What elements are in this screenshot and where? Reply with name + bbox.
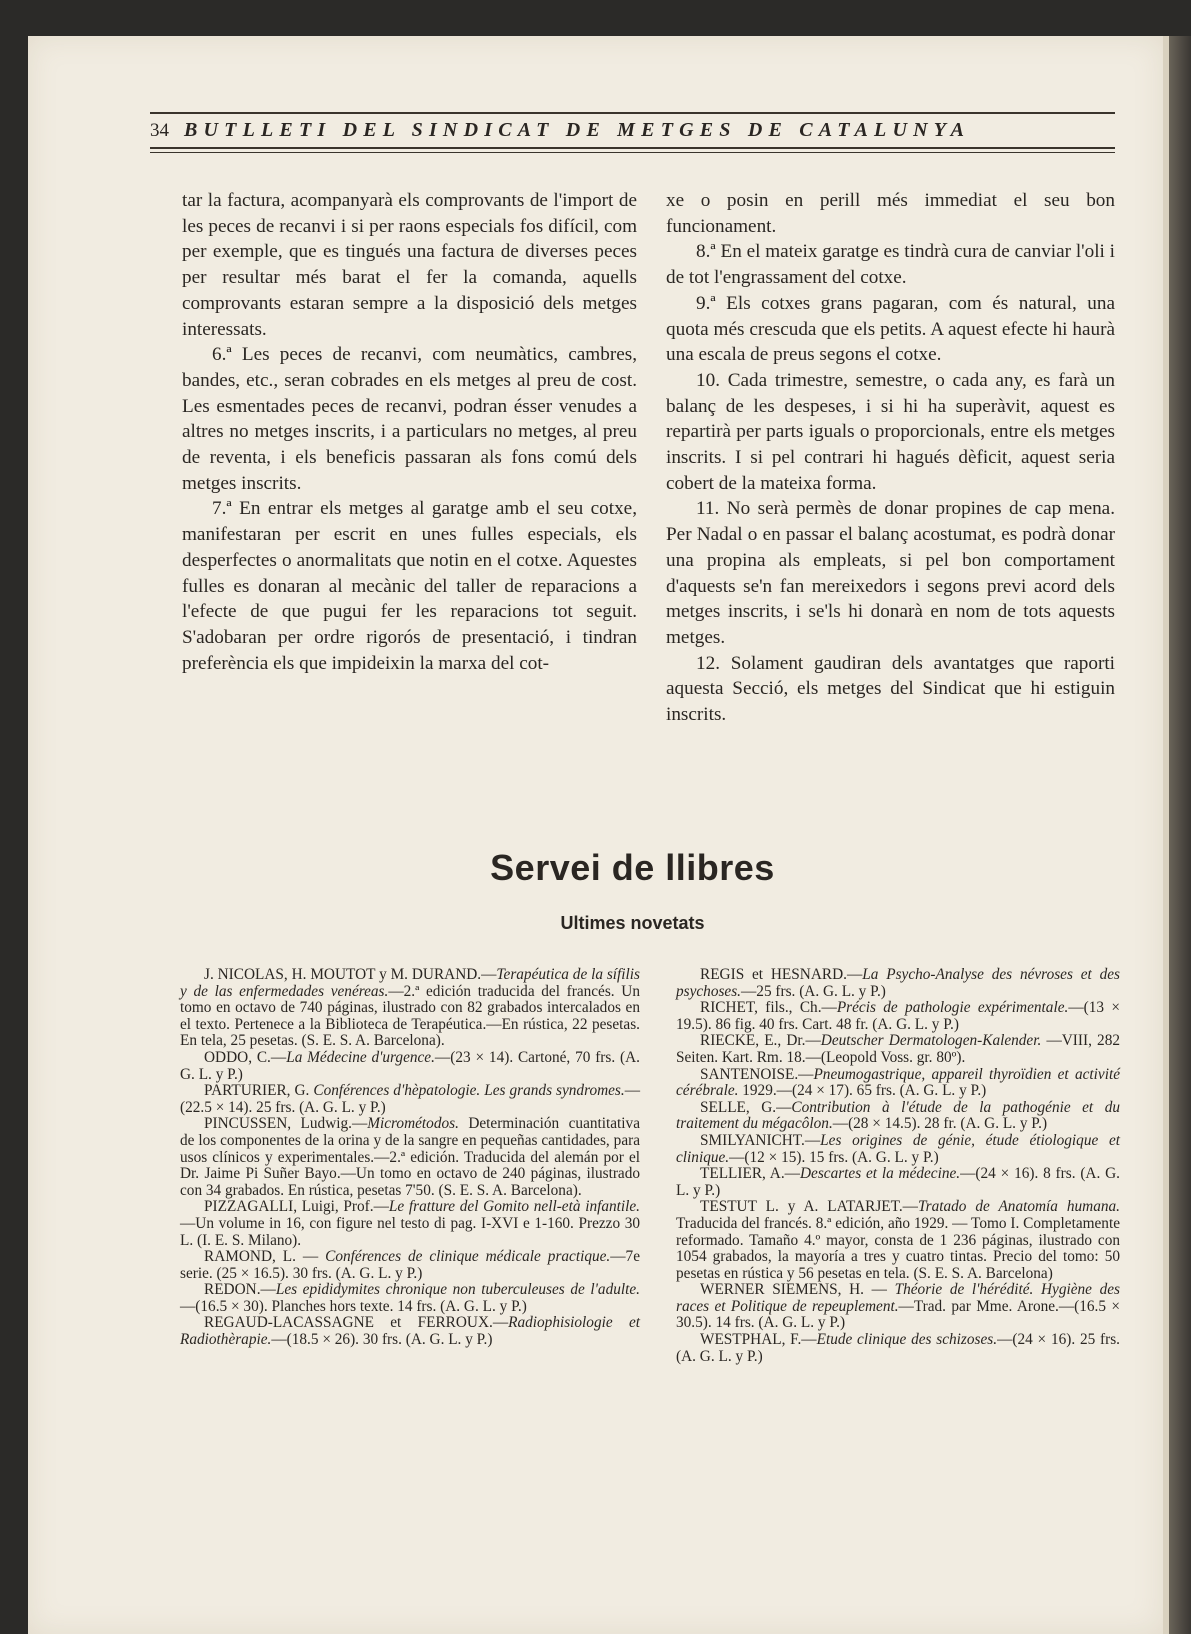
book-details: —(24 × 16). 8 frs. (A. G. L. y P.)	[676, 1165, 1120, 1199]
book-author: WERNER SIEMENS, H. —	[700, 1281, 895, 1299]
book-details: —(18.5 × 26). 30 frs. (A. G. L. y P.)	[271, 1331, 493, 1349]
section-title: Servei de llibres	[490, 847, 775, 888]
book-list-left	[180, 967, 640, 1349]
book-entry	[676, 1199, 1120, 1282]
book-details: —(13 × 19.5). 86 fig. 40 frs. Cart. 48 fr. (A. G. L. y P.)	[676, 999, 1120, 1033]
book-title: Deutscher Dermatologen-Kalender.	[820, 1032, 1042, 1050]
book-title: La Psycho-Analyse des névroses et des psychoses.	[676, 966, 1120, 1000]
article-paragraph: 6.ª Les peces de recanvi, com neumàtics, cambres, bandes, etc., seran cobrades en els metges al preu de cost. Les esmentades peces de recanvi, podran ésser venudes a altres no metges inscrits, i a particulars no metges, al preu de reventa, i els beneficis passaran als fons comú dels metges inscrits.	[182, 344, 637, 494]
book-details: —(28 × 14.5). 28 fr. (A. G. L. y P.)	[832, 1115, 1048, 1133]
book-author: PARTURIER, G.	[204, 1082, 314, 1100]
header-rule-top	[150, 112, 1115, 114]
book-entry	[676, 1033, 1120, 1066]
book-entry	[676, 967, 1120, 1000]
book-title: Radiophisiologie et Radiothèrapie.	[180, 1314, 640, 1349]
book-entry	[676, 1332, 1120, 1365]
book-details: —Trad. par Mme. Arone.—(16.5 × 30.5). 14 frs. (A. G. L. y P.)	[676, 1297, 1120, 1332]
book-author: SMILYANICHT.—	[700, 1131, 821, 1149]
book-title: Le fratture del Gomito nell-età infantile.	[388, 1198, 640, 1216]
article-paragraph: 8.ª En el mateix garatge es tindrà cura de canviar l'oli i de tot l'engrassament del cotxe.	[666, 241, 1115, 289]
book-title: Les origines de génie, étude étiologique et clinique.	[676, 1131, 1120, 1166]
header-rule-bottom-thin	[150, 152, 1115, 153]
book-details: —(22.5 × 14). 25 frs. (A. G. L. y P.)	[180, 1082, 641, 1116]
article-right-column	[666, 188, 1115, 728]
book-details: —7e serie. (25 × 16.5). 30 frs. (A. G. L. y P.)	[180, 1248, 640, 1282]
running-header	[150, 119, 1115, 142]
book-title: Terapéutica de la sífilis y de las enfermedades venéreas.	[180, 966, 641, 1000]
book-author: J. NICOLAS, H. MOUTOT y M. DURAND.—	[204, 966, 497, 983]
book-author: RAMOND, L. —	[204, 1248, 326, 1266]
book-title: Conférences d'hèpatologie. Les grands syndromes.	[313, 1082, 625, 1100]
book-author: SELLE, G.—	[700, 1098, 792, 1116]
book-entry	[180, 1249, 640, 1282]
book-details: —2.ª edición traducida del francés. Un tomo en octavo de 740 páginas, ilustrado con 82 grabados intercalados en el texto. Pertenece a la Biblioteca de Terapéutica.—En rústica, 22 pesetas. En tela, 25 pesetas. (S. E. S. A. Barcelona).	[180, 982, 640, 1050]
book-title: Les epididymites chronique non tuberculeuses de l'adulte.	[275, 1281, 640, 1299]
article-paragraph: 11. No serà permès de donar propines de cap mena. Per Nadal o en passar el balanç acostumat, es podrà donar una propina als empleats, si pel bon comportament d'aquests se'n fan mereixedors i segons previ acord dels metges inscrits, i se'ls hi donarà en nom de tots aquests metges.	[666, 498, 1115, 648]
book-list-right	[676, 967, 1120, 1365]
article-paragraph: 12. Solament gaudiran dels avantatges que raporti aquesta Secció, els metges del Sindicat que hi estiguin inscrits.	[666, 652, 1115, 726]
book-entry	[676, 1100, 1120, 1133]
book-title: Pneumogastrique, appareil thyroïdien et activité cérébrale.	[676, 1065, 1120, 1100]
book-author: ODDO, C.—	[204, 1048, 287, 1066]
book-details: —(12 × 15). 15 frs. (A. G. L. y P.)	[729, 1148, 939, 1166]
book-title: Précis de pathologie expérimentale.	[836, 999, 1069, 1017]
book-title: Contribution à l'étude de la pathogénie et du traitement du mégacôlon.	[676, 1098, 1120, 1133]
book-details: —(16.5 × 30). Planches hors texte. 14 frs. (A. G. L. y P.)	[180, 1297, 527, 1315]
book-entry	[676, 1067, 1120, 1100]
running-title: BUTLLETI DEL SINDICAT DE METGES DE CATALUNYA	[184, 119, 971, 141]
book-author: SANTENOISE.—	[700, 1065, 814, 1083]
book-author: WESTPHAL, F.—	[700, 1331, 817, 1349]
book-title: Etude clinique des schizoses.	[816, 1331, 998, 1349]
book-entry	[676, 1133, 1120, 1166]
header-rule-bottom	[150, 147, 1115, 149]
article-left-column	[182, 188, 637, 676]
book-details: —(23 × 14). Cartoné, 70 frs. (A. G. L. y P.)	[180, 1048, 640, 1083]
book-entry	[676, 1166, 1120, 1199]
article-paragraph: xe o posin en perill més immediat el seu bon funcionament.	[666, 190, 1115, 237]
book-author: PIZZAGALLI, Luigi, Prof.—	[204, 1198, 389, 1216]
book-spine	[1169, 36, 1191, 1634]
book-details: —VIII, 282 Seiten. Kart. Rm. 18.—(Leopold Voss. gr. 80º).	[676, 1032, 1120, 1066]
book-title: Descartes et la médecine.	[799, 1165, 961, 1183]
book-details: 1929.—(24 × 17). 65 frs. (A. G. L. y P.)	[738, 1082, 987, 1100]
book-details: —25 frs. (A. G. L. y P.)	[741, 982, 886, 1000]
article-paragraph: tar la factura, acompanyarà els comprovants de l'import de les peces de recanvi i si per raons especials fos difícil, com per exemple, que es tingués una factura de diverses peces per resultar més barat el fer la comanda, aquells comprovants estaran sempre a la disposició dels metges interessats.	[182, 190, 637, 340]
book-author: TESTUT L. y A. LATARJET.—	[700, 1198, 918, 1216]
book-entry	[180, 1282, 640, 1315]
book-entry	[180, 1315, 640, 1348]
book-entry	[180, 1050, 640, 1083]
book-author: RIECKE, E., Dr.—	[700, 1032, 821, 1050]
book-author: REDON.—	[204, 1281, 276, 1299]
book-entry	[180, 1116, 640, 1199]
book-details: Traducida del francés. 8.ª edición, año 1929. — Tomo I. Completamente reformado. Tamaño 4.º mayor, consta de 1 236 páginas, ilustrado con 1054 grabados, la mayoría a tres y cuatro tintas. Precio del tomo: 50 pesetas en rústica y 56 pesetas en tela. (S. E. S. A. Barcelona)	[676, 1214, 1120, 1282]
book-details: Determinación cuantitativa de los componentes de la orina y de la sangre en pequeñas cantidades, para usos clínicos y experimentales.—2.ª edición. Traducida del alemán por el Dr. Jaime Pi Suñer Bayo.—Un tomo en octavo de 240 páginas, ilustrado con 34 grabados. En rústica, pesetas 7'50. (S. E. S. A. Barcelona).	[180, 1115, 640, 1199]
book-details: —(24 × 16). 25 frs. (A. G. L. y P.)	[676, 1331, 1120, 1365]
book-title: Micrométodos.	[367, 1115, 459, 1133]
book-details: —Un volume in 16, con figure nel testo di pag. I-XVI e 1-160. Prezzo 30 L. (I. E. S. Milano).	[180, 1214, 640, 1249]
book-entry	[180, 967, 640, 1050]
article-paragraph: 10. Cada trimestre, semestre, o cada any, es farà un balanç de les despeses, i si hi ha superàvit, aquest es repartirà per parts iguals o proporcionals, entre els metges inscrits. I si pel contrari hi hagués dèficit, aquest seria cobert de la mateixa forma.	[666, 369, 1115, 494]
book-title: La Médecine d'urgence.	[286, 1048, 435, 1066]
book-author: TELLIER, A.—	[700, 1165, 800, 1183]
book-entry	[180, 1199, 640, 1249]
article-paragraph: 7.ª En entrar els metges al garatge amb el seu cotxe, manifestaran per escrit en unes fulles especials, els desperfectes o anormalitats que notin en el cotxe. Aquestes fulles es donaran al mecànic del taller de reparacions a l'efecte de que pugui fer les reparacions tot seguit. S'adobaran per ordre rigorós de presentació, i tindran preferència els que impideixin la marxa del cot-	[182, 498, 637, 674]
book-entry	[676, 1000, 1120, 1033]
book-title: Théorie de l'hérédité. Hygiène des races et Politique de repeuplement.	[676, 1281, 1120, 1315]
section-subtitle: Ultimes novetats	[560, 913, 705, 933]
book-title: Conférences de clinique médicale practique.	[325, 1248, 611, 1266]
book-author: RICHET, fils., Ch.—	[700, 999, 837, 1017]
book-entry	[676, 1282, 1120, 1332]
book-title: Tratado de Anatomía humana.	[917, 1198, 1120, 1216]
book-author: REGAUD-LACASSAGNE et FERROUX.—	[204, 1314, 509, 1332]
book-entry	[180, 1083, 640, 1116]
article-paragraph: 9.ª Els cotxes grans pagaran, com és natural, una quota més crescuda que els petits. A aquest efecte hi haurà una escala de preus segons el cotxe.	[666, 292, 1115, 366]
book-author: REGIS et HESNARD.—	[700, 966, 863, 983]
book-author: PINCUSSEN, Ludwig.—	[204, 1115, 368, 1133]
page-number: 34	[150, 120, 169, 141]
